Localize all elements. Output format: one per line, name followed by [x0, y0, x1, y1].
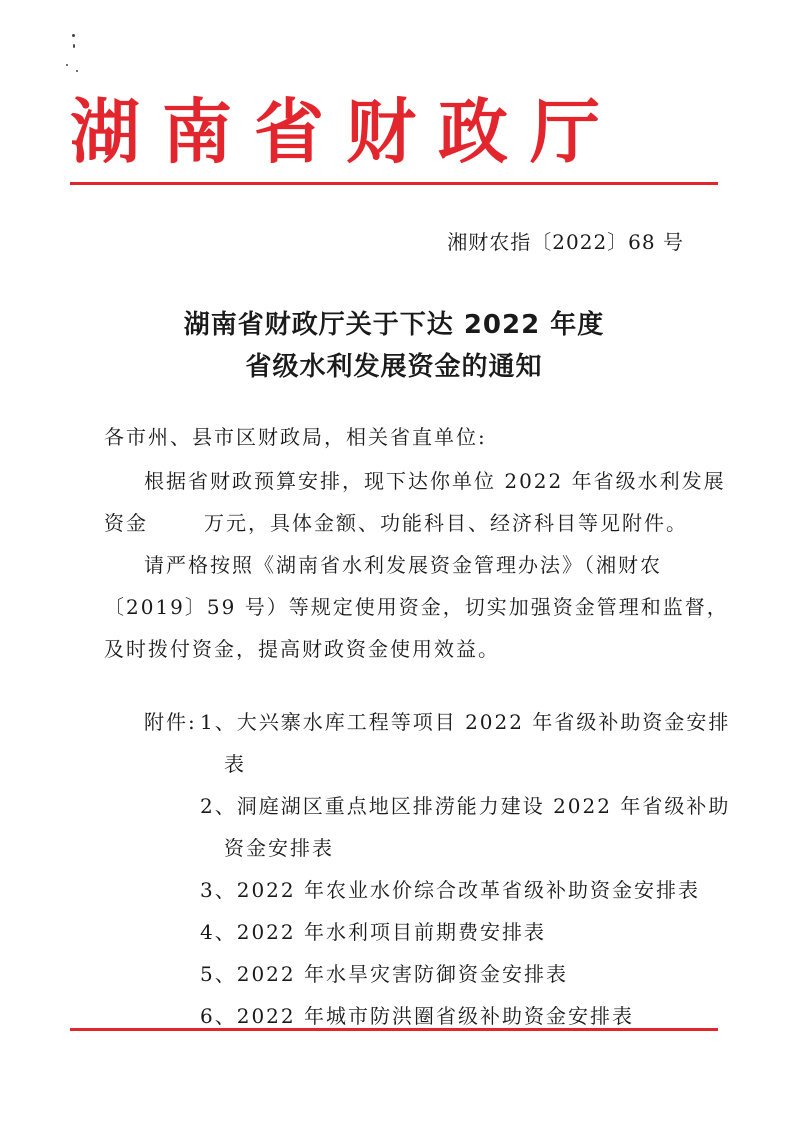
org-header: 湖南省财政厅 — [70, 91, 622, 173]
attachment-item-2-cont: 资金安排表 — [224, 836, 334, 860]
paragraph2-line1: 请严格按照《湖南省水利发展资金管理办法》（湘财农 — [144, 553, 662, 577]
header-red-rule — [70, 182, 718, 185]
attachment-item-1-cont: 表 — [224, 752, 246, 776]
attachment-item-3: 3、2022 年农业水价综合改革省级补助资金安排表 — [200, 878, 700, 902]
document-number: 湘财农指〔2022〕68 号 — [447, 230, 684, 254]
paragraph2-line3: 及时拨付资金，提高财政资金使用效益。 — [104, 637, 500, 661]
paragraph2-line2: 〔2019〕59 号）等规定使用资金，切实加强资金管理和监督， — [104, 595, 729, 619]
paragraph1-line1: 根据省财政预算安排，现下达你单位 2022 年省级水利发展 — [144, 469, 726, 493]
attachment-item-6: 6、2022 年城市防洪圈省级补助资金安排表 — [200, 1004, 634, 1028]
attachment-item-4: 4、2022 年水利项目前期费安排表 — [200, 920, 546, 944]
document-title-line1: 湖南省财政厅关于下达 2022 年度 — [183, 310, 605, 340]
paragraph1-line2 — [104, 508, 688, 538]
scan-specks — [64, 30, 94, 90]
attachments-label: 附件: — [144, 710, 197, 734]
attachment-item-5: 5、2022 年水旱灾害防御资金安排表 — [200, 962, 568, 986]
funds-text: 万元，具体金额、功能科目、经济科目等见附件。 — [204, 511, 688, 535]
funds-label: 资金 — [104, 511, 148, 535]
attachment-item-2: 2、洞庭湖区重点地区排涝能力建设 2022 年省级补助 — [200, 794, 731, 818]
attachment-item-1: 1、大兴寨水库工程等项目 2022 年省级补助资金安排 — [200, 710, 731, 734]
document-title-line2: 省级水利发展资金的通知 — [245, 352, 543, 382]
salutation: 各市州、县市区财政局，相关省直单位: — [104, 425, 487, 449]
footer-red-rule — [70, 1028, 718, 1031]
